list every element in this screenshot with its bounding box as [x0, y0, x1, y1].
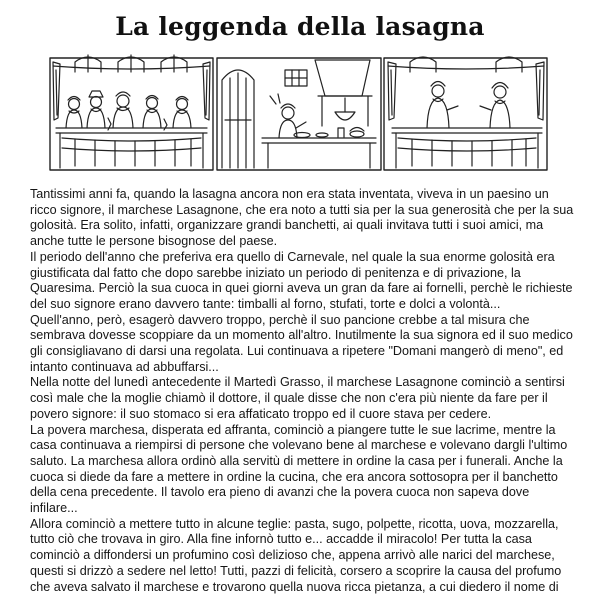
- banquet-scene-icon: [50, 55, 213, 170]
- story-text: [30, 187, 578, 595]
- page-title: La leggenda della lasagna: [115, 12, 485, 41]
- kitchen-cook-scene-icon: [217, 58, 381, 170]
- story-paragraph: Quell'anno, però, esagerò davvero troppo, perchè il suo pancione crebbe a tal misura che sembrava dovesse scoppiare da un momento all'altro. Inutilmente la sua signora ed il suo medico gli consigliavano di darsi una regolata. Lui continuava a ripetere "Domani mangerò di meno", ed intanto continuava ad abbuffarsi...: [30, 312, 573, 374]
- story-paragraph: Nella notte del lunedì antecedente il Martedì Grasso, il marchese Lasagnone cominciò a sentirsi così male che la moglie chiamò il dottore, il quale disse che non c'era più niente da fare per il povero signore: il suo stomaco si era affaticato troppo ed il cuore stava per cedere.: [30, 375, 565, 421]
- illustration-strip: [0, 0, 600, 190]
- story-paragraph: Il periodo dell'anno che preferiva era quello di Carnevale, nel quale la sua enorme golosità era giustificata dal fatto che dopo sarebbe iniziato un periodo di penitenza e di privazione, la Quaresima. Perciò la sua cuoca in quei giorni aveva un gran da fare ai fornelli, perchè le richieste del suo signore erano davvero tante: timballi al forno, stufati, torte e dolci a volontà...: [30, 249, 573, 311]
- story-paragraph: La povera marchesa, disperata ed affranta, cominciò a piangere tutte le sue lacrime, mentre la casa continuava a riempirsi di persone che volevano bene al marchese e volevano dargli l'ultimo saluto. La marchesa allora ordinò alla servitù di mettere in ordine la casa per i funerali. Anche la cuoca si diede da fare a mettere in ordine la cucina, che era ancora sottosopra per il banchetto della cena precedente. Il tavolo era pieno di avanzi che la povera cuoca non sapeva dove infilare...: [30, 422, 568, 516]
- story-paragraph: Allora cominciò a mettere tutto in alcune teglie: pasta, sugo, polpette, ricotta, uova, mozzarella, tutto ciò che trovava in giro. Alla fine infornò tutto e... accadde il miracolo! Per tutta la casa cominciò a diffondersi un profumino così delizioso che, appena arrivò alle narici del marchese, questi si drizzò a sedere nel letto! Tutti, pazzi di felicità, corsero a scoprire la causa del profumo che aveva salvato il marchese e trovarono quella nuova ricca pietanza, a cui diedero il nome di: [30, 516, 562, 594]
- marquis-couple-scene-icon: [384, 57, 547, 170]
- story-paragraph: Tantissimi anni fa, quando la lasagna ancora non era stata inventata, viveva in un paesino un ricco signore, il marchese Lasagnone, che era noto a tutti sia per la sua generosità che per la sua golosità. Era solito, infatti, organizzare grandi banchetti, ai quali invitava tutti i suoi amici, ma anche tutte le persone bisognose del paese.: [30, 187, 574, 249]
